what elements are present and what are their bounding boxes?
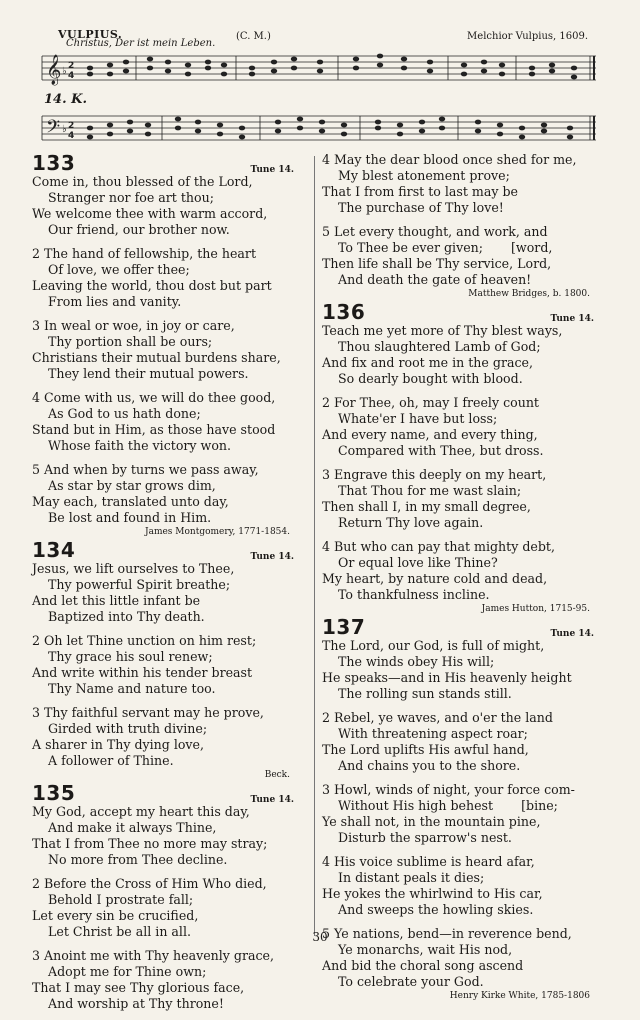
verse-line: And sweeps the howling skies. <box>338 902 534 917</box>
verse-line: With threatening aspect roar; <box>338 726 528 741</box>
hymn-attribution: Matthew Bridges, b. 1800. <box>468 289 590 299</box>
verse-line: Thy Name and nature too. <box>48 681 216 696</box>
hymn-number: 134 <box>32 538 76 562</box>
verse-line: Thou slaughtered Lamb of God; <box>338 339 541 354</box>
verse-line: As star by star grows dim, <box>48 478 216 493</box>
verse-line: Be lost and found in Him. <box>48 510 212 525</box>
verse <box>32 318 304 382</box>
svg-text:𝄢: 𝄢 <box>46 117 61 142</box>
verse <box>322 854 604 918</box>
verse-line: Jesus, we lift ourselves to Thee, <box>32 561 235 576</box>
verse-line: And every name, and every thing, <box>322 427 538 442</box>
verse-line: My heart, by nature cold and dead, <box>322 571 548 586</box>
verse <box>322 152 604 216</box>
verse-line: Ye shall not, in the mountain pine, <box>322 814 541 829</box>
verse <box>32 390 304 454</box>
right-column <box>322 152 604 1003</box>
verse-line: And bid the choral song ascend <box>322 958 524 973</box>
verse-line: 4 Come with us, we will do thee good, <box>32 390 276 405</box>
verse-line: Return Thy love again. <box>338 515 484 530</box>
verse-line: Come in, thou blessed of the Lord, <box>32 174 253 189</box>
svg-text:♭: ♭ <box>62 66 67 77</box>
verse-line: 5 And when by turns we pass away, <box>32 462 259 477</box>
verse-line: And write within his tender breast <box>32 665 253 680</box>
hymn-135 <box>32 782 304 1012</box>
verse-line: Let Christ be all in all. <box>48 924 191 939</box>
verse-line: And worship at Thy throne! <box>48 996 224 1011</box>
verse-line: Teach me yet more of Thy blest ways, <box>322 323 563 338</box>
verse-line: Behold I prostrate fall; <box>48 892 194 907</box>
verse-line: 4 But who can pay that mighty debt, <box>322 539 555 554</box>
verse-line: Then life shall be Thy service, Lord, <box>322 256 552 271</box>
verse-line: To thankfulness incline. <box>338 587 490 602</box>
verse-line: No more from Thee decline. <box>48 852 228 867</box>
verse-line: Thy portion shall be ours; <box>48 334 213 349</box>
verse <box>322 710 604 774</box>
hymn-number: 135 <box>32 781 76 805</box>
tune-name: VULPIUS. <box>58 28 123 41</box>
verse-line: 5 Ye nations, bend—in reverence bend, <box>322 926 572 941</box>
verse-line: They lend their mutual powers. <box>48 366 249 381</box>
verse-line: Or equal love like Thine? <box>338 555 498 570</box>
left-column <box>32 152 304 1020</box>
tune-subtitle: Christus, Der ist mein Leben. <box>66 38 216 49</box>
verse-line: 2 Rebel, ye waves, and o'er the land <box>322 710 553 725</box>
hymn-number: 136 <box>322 300 366 324</box>
verse-line: Stand but in Him, as those have stood <box>32 422 276 437</box>
verse-line: Adopt me for Thine own; <box>48 964 207 979</box>
hymn-attribution: Henry Kirke White, 1785-1806 <box>449 991 590 1001</box>
verse <box>322 395 604 459</box>
verse <box>322 224 604 288</box>
verse-line: A sharer in Thy dying love, <box>32 737 205 752</box>
svg-text:𝄞: 𝄞 <box>46 55 62 85</box>
verse-line: Ye monarchs, wait His nod, <box>338 942 513 957</box>
tune-composer: Melchior Vulpius, 1609. <box>467 31 588 42</box>
verse-line: And chains you to the shore. <box>338 758 521 773</box>
verse-line: 2 Before the Cross of Him Who died, <box>32 876 267 891</box>
verse <box>322 638 604 702</box>
verse-line: May each, translated unto day, <box>32 494 229 509</box>
hymn-attribution: James Montgomery, 1771-1854. <box>144 527 290 537</box>
verse-line: Without His high behest [bine; <box>338 798 558 813</box>
verse-line: That I from first to last may be <box>322 184 519 199</box>
verse-line: In distant peals it dies; <box>338 870 485 885</box>
hymn-tune-ref: Tune 14. <box>250 795 294 805</box>
column-divider <box>314 156 315 936</box>
svg-text:2: 2 <box>68 121 75 131</box>
verse-line: Thy grace his soul renew; <box>48 649 213 664</box>
hymn-attribution: Beck. <box>264 770 290 780</box>
verse-line: We welcome thee with warm accord, <box>32 206 268 221</box>
verse-line: Whose faith the victory won. <box>48 438 232 453</box>
verse-line: 2 Oh let Thine unction on him rest; <box>32 633 257 648</box>
verse <box>32 705 304 769</box>
verse-line: 4 May the dear blood once shed for me, <box>322 152 577 167</box>
verse-line: Our friend, our brother now. <box>48 222 230 237</box>
verse-line: That Thou for me wast slain; <box>338 483 522 498</box>
verse-line: 3 Anoint me with Thy heavenly grace, <box>32 948 275 963</box>
hymn-135-continued <box>322 152 604 299</box>
hymn-tune-ref: Tune 14. <box>250 552 294 562</box>
verse-line: So dearly bought with blood. <box>338 371 523 386</box>
hymn-number: 137 <box>322 615 366 639</box>
verse-line: And make it always Thine, <box>48 820 217 835</box>
verse-line: And fix and root me in the grace, <box>322 355 533 370</box>
verse <box>32 633 304 697</box>
verse-line: That I from Thee no more may stray; <box>32 836 268 851</box>
verse <box>322 323 604 387</box>
verse-line: To Thee be ever given; [word, <box>338 240 553 255</box>
verse-line: 3 Howl, winds of night, your force com- <box>322 782 575 797</box>
verse-line: Girded with truth divine; <box>48 721 208 736</box>
verse-line: And let this little infant be <box>32 593 201 608</box>
verse <box>322 782 604 846</box>
hymn-tune-ref: Tune 14. <box>550 629 594 639</box>
verse-line: The rolling sun stands still. <box>338 686 512 701</box>
tune-meter: (C. M.) <box>236 31 271 42</box>
verse-line: That I may see Thy glorious face, <box>32 980 245 995</box>
hymn-136 <box>322 301 604 614</box>
verse-line: 2 The hand of fellowship, the heart <box>32 246 257 261</box>
verse <box>32 948 304 1012</box>
verse-line: And death the gate of heaven! <box>338 272 532 287</box>
svg-text:2: 2 <box>68 61 75 71</box>
verse-line: He speaks—and in His heavenly height <box>322 670 572 685</box>
verse-line: 5 Let every thought, and work, and <box>322 224 548 239</box>
hymn-attribution: James Hutton, 1715-95. <box>481 604 590 614</box>
verse-line: The winds obey His will; <box>338 654 495 669</box>
verse <box>32 462 304 526</box>
verse-line: 3 In weal or woe, in joy or care, <box>32 318 235 333</box>
verse <box>322 539 604 603</box>
verse-line: The Lord, our God, is full of might, <box>322 638 545 653</box>
verse-line: To celebrate your God. <box>338 974 484 989</box>
hymn-number: 133 <box>32 151 76 175</box>
verse-line: My God, accept my heart this day, <box>32 804 250 819</box>
verse-line: Disturb the sparrow's nest. <box>338 830 512 845</box>
verse-line: The Lord uplifts His awful hand, <box>322 742 529 757</box>
verse-line: The purchase of Thy love! <box>338 200 504 215</box>
verse <box>32 246 304 310</box>
verse-line: 4 His voice sublime is heard afar, <box>322 854 535 869</box>
hymn-133 <box>32 152 304 537</box>
svg-text:♭: ♭ <box>62 124 67 135</box>
verse-line: Whate'er I have but loss; <box>338 411 498 426</box>
verse <box>322 467 604 531</box>
hymn-134 <box>32 539 304 780</box>
verse-line: Let every sin be crucified, <box>32 908 199 923</box>
verse-line: He yokes the whirlwind to His car, <box>322 886 543 901</box>
verse-line: Leaving the world, thou dost but part <box>32 278 272 293</box>
verse-line: 3 Thy faithful servant may he prove, <box>32 705 264 720</box>
verse-line: Compared with Thee, but dross. <box>338 443 544 458</box>
svg-text:4: 4 <box>68 71 75 81</box>
tune-header <box>58 28 588 48</box>
verse-line: My blest atonement prove; <box>338 168 510 183</box>
verse-line: Stranger nor foe art thou; <box>48 190 214 205</box>
page-number: 30 <box>312 930 328 944</box>
verse <box>32 804 304 868</box>
verse-line: As God to us hath done; <box>48 406 201 421</box>
verse-line: Thy powerful Spirit breathe; <box>48 577 231 592</box>
verse <box>32 174 304 238</box>
tune-number: 14. K. <box>44 92 87 107</box>
hymn-tune-ref: Tune 14. <box>250 165 294 175</box>
verse-line: 3 Engrave this deeply on my heart, <box>322 467 547 482</box>
music-score <box>38 48 600 150</box>
verse-line: A follower of Thine. <box>48 753 174 768</box>
verse-line: Baptized into Thy death. <box>48 609 205 624</box>
verse-line: From lies and vanity. <box>48 294 182 309</box>
svg-text:4: 4 <box>68 131 75 141</box>
verse-line: Of love, we offer thee; <box>48 262 190 277</box>
verse-line: Then shall I, in my small degree, <box>322 499 531 514</box>
hymn-tune-ref: Tune 14. <box>550 314 594 324</box>
verse <box>32 561 304 625</box>
verse-line: 2 For Thee, oh, may I freely count <box>322 395 539 410</box>
verse-line: Christians their mutual burdens share, <box>32 350 281 365</box>
